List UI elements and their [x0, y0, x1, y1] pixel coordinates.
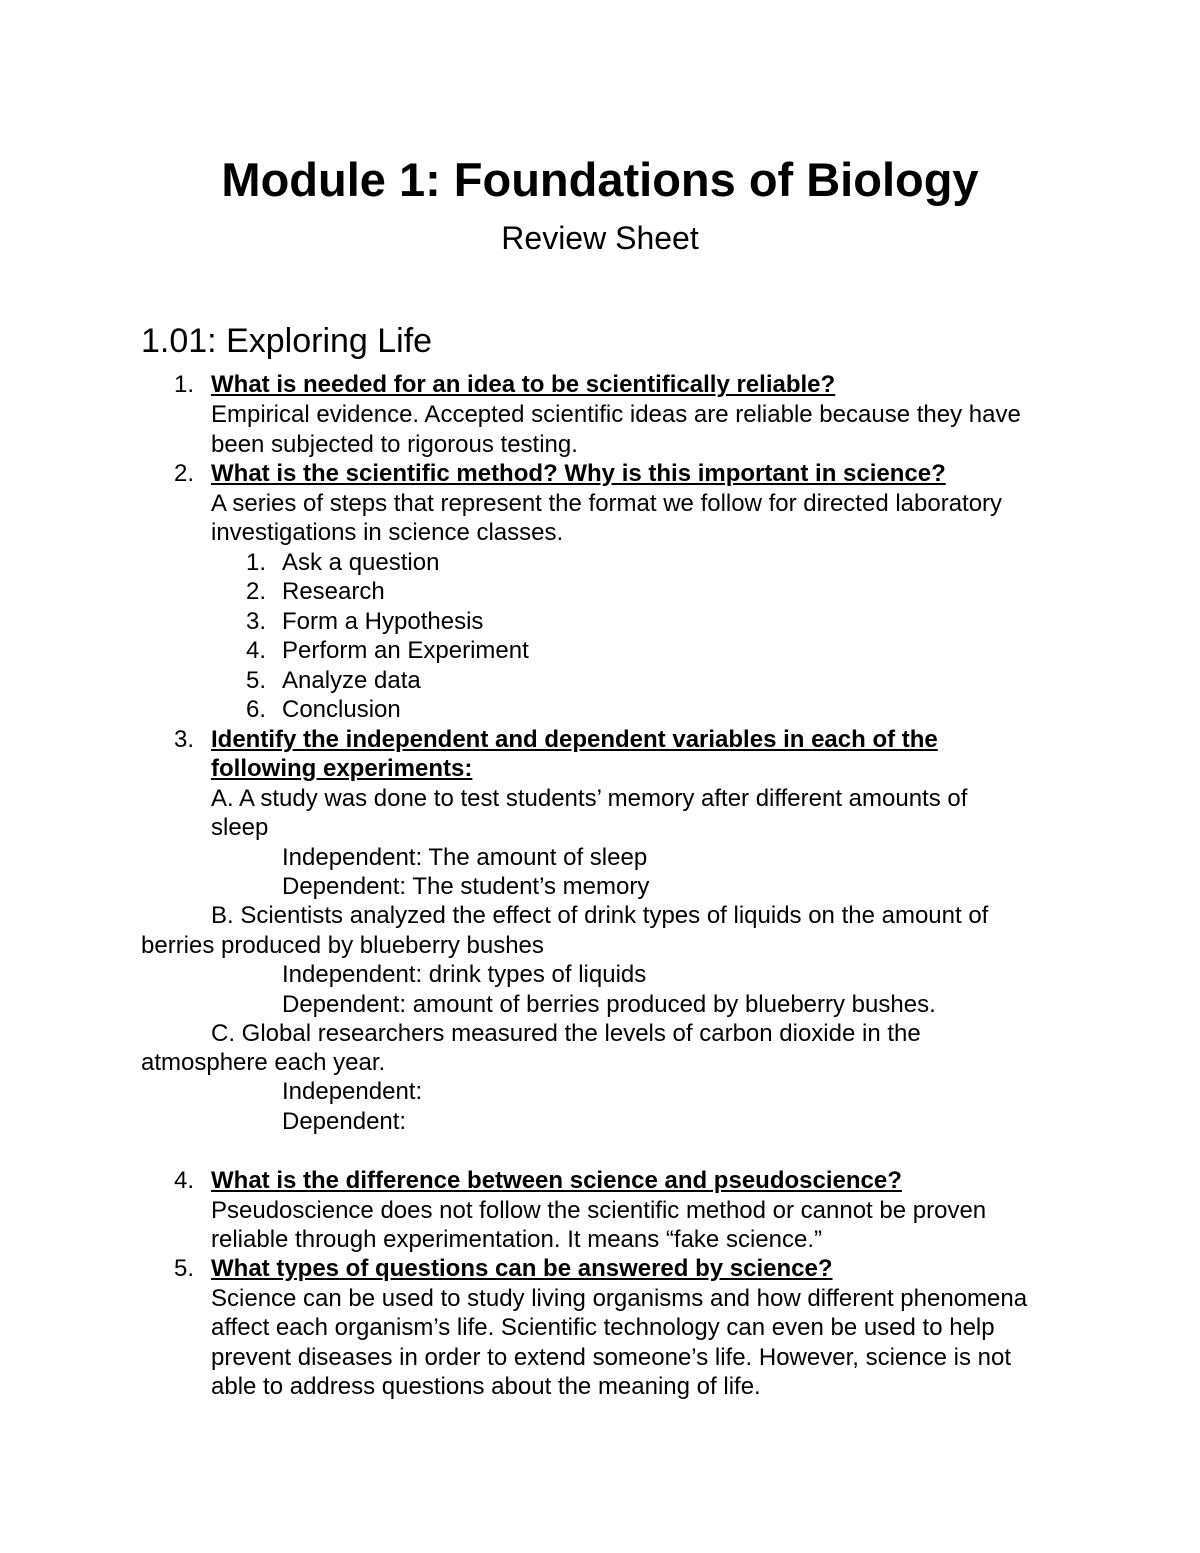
independent-variable: Independent: drink types of liquids: [282, 961, 647, 988]
step-text: Form a Hypothesis: [282, 608, 484, 635]
step-text: Analyze data: [282, 667, 421, 694]
step-number: 5.: [246, 667, 267, 694]
step-number: 3.: [246, 608, 267, 635]
step-text: Ask a question: [282, 549, 440, 576]
question-text: What types of questions can be answered by science?: [211, 1255, 833, 1282]
answer-line: affect each organism’s life. Scientific technology can even be used to help: [211, 1314, 995, 1341]
question-number: 2.: [174, 460, 195, 487]
answer-line: Empirical evidence. Accepted scientific ideas are reliable because they have: [211, 401, 1021, 428]
question-number: 4.: [174, 1167, 195, 1194]
step-text: Perform an Experiment: [282, 637, 529, 664]
question-text: Identify the independent and dependent variables in each of the: [211, 726, 938, 753]
dependent-variable: Dependent:: [282, 1108, 407, 1135]
step-number: 1.: [246, 549, 267, 576]
question-number: 1.: [174, 371, 195, 398]
experiment-text: B. Scientists analyzed the effect of drink types of liquids on the amount of: [211, 902, 989, 929]
independent-variable: Independent: The amount of sleep: [282, 844, 648, 871]
page-subtitle: Review Sheet: [501, 220, 699, 256]
answer-line: Science can be used to study living organisms and how different phenomena: [211, 1285, 1028, 1312]
step-number: 2.: [246, 578, 267, 605]
experiment-text: C. Global researchers measured the levels of carbon dioxide in the: [211, 1020, 921, 1047]
answer-line: reliable through experimentation. It means “fake science.”: [211, 1226, 822, 1253]
answer-line: able to address questions about the meaning of life.: [211, 1373, 761, 1400]
answer-line: A series of steps that represent the format we follow for directed laboratory: [211, 490, 1003, 517]
step-text: Conclusion: [282, 696, 401, 723]
question-number: 3.: [174, 726, 195, 753]
question-text: What is the difference between science and pseudoscience?: [211, 1167, 902, 1194]
page-title: Module 1: Foundations of Biology: [221, 153, 979, 206]
experiment-text: A. A study was done to test students’ memory after different amounts of: [211, 785, 968, 812]
question-text: following experiments:: [211, 755, 473, 782]
experiment-text: sleep: [211, 814, 269, 841]
experiment-text: berries produced by blueberry bushes: [141, 932, 544, 959]
answer-line: investigations in science classes.: [211, 519, 564, 546]
section-heading: 1.01: Exploring Life: [141, 322, 433, 360]
question-text: What is needed for an idea to be scientifically reliable?: [211, 371, 836, 398]
experiment-text: atmosphere each year.: [141, 1049, 386, 1076]
answer-line: Pseudoscience does not follow the scientific method or cannot be proven: [211, 1197, 987, 1224]
question-text: What is the scientific method? Why is this important in science?: [211, 460, 946, 487]
step-text: Research: [282, 578, 385, 605]
step-number: 4.: [246, 637, 267, 664]
step-number: 6.: [246, 696, 267, 723]
answer-line: prevent diseases in order to extend someone’s life. However, science is not: [211, 1344, 1011, 1371]
question-number: 5.: [174, 1255, 195, 1282]
independent-variable: Independent:: [282, 1078, 423, 1105]
dependent-variable: Dependent: amount of berries produced by blueberry bushes.: [282, 991, 936, 1018]
answer-line: been subjected to rigorous testing.: [211, 431, 578, 458]
dependent-variable: Dependent: The student’s memory: [282, 873, 650, 900]
